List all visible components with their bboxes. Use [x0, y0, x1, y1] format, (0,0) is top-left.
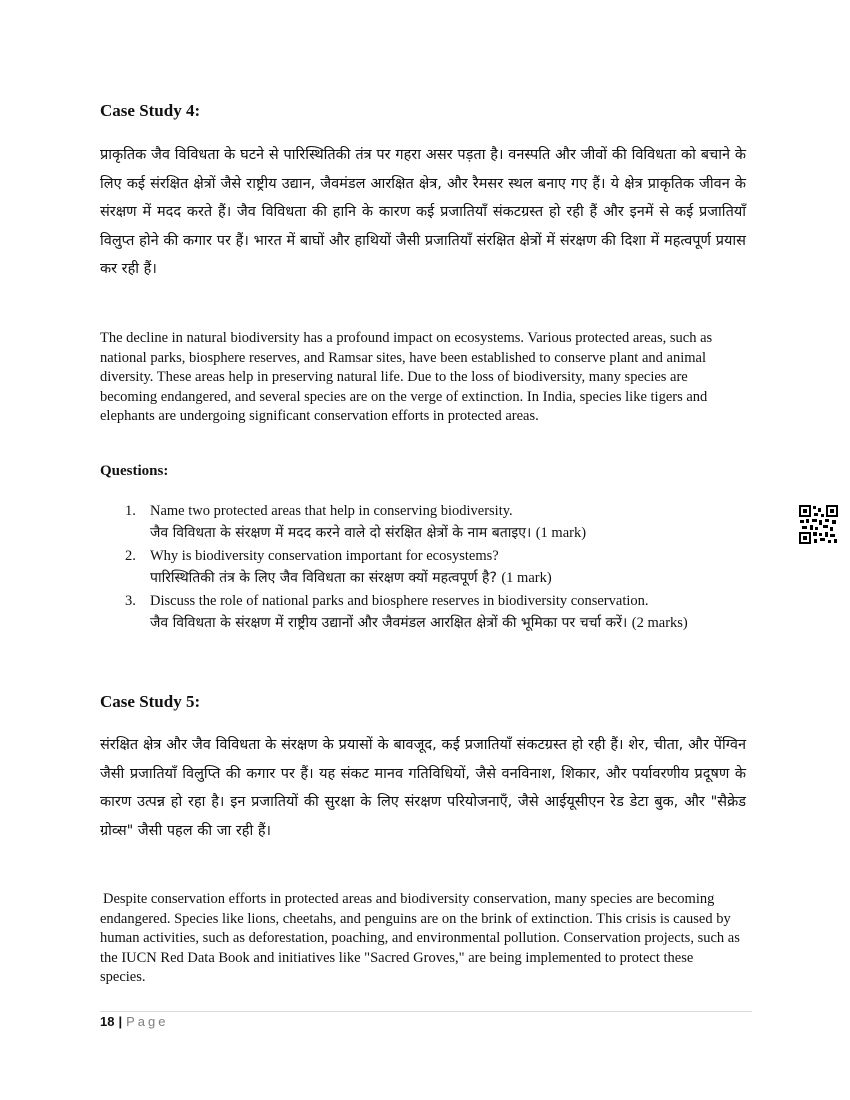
question-hindi: पारिस्थितिकी तंत्र के लिए जैव विविधता का संरक्षण क्यों महत्वपूर्ण है? — [150, 570, 497, 586]
case-study-4-hindi-text: प्राकृतिक जैव विविधता के घटने से पारिस्थितिकी तंत्र पर गहरा असर पड़ता है। वनस्पति और जीवों की विविधता को बचाने के लिए कई संरक्षित क्षेत्रों जैसे राष्ट्रीय उद्यान, जैवमंडल आरक्षित क्षेत्र, और रैमसर स्थल बनाए गए हैं। ये क्षेत्र प्राकृतिक जीवन के संरक्षण में मदद करते हैं। जैव विविधता की हानि के कारण कई प्रजातियाँ संकटग्रस्त हो रही हैं और इनमें से कई प्रजातियाँ विलुप्त होने की कगार पर हैं। भारत में बाघों और हाथियों जैसी प्रजातियाँ संरक्षित क्षेत्रों में संरक्षण की दिशा में महत्वपूर्ण प्रयास कर रही हैं। — [100, 147, 746, 277]
footer-divider — [100, 1011, 752, 1012]
page-number: 18 — [100, 1014, 115, 1029]
question-hindi-line — [150, 566, 765, 591]
question-item — [125, 501, 765, 546]
question-hindi: जैव विविधता के संरक्षण में राष्ट्रीय उद्यानों और जैवमंडल आरक्षित क्षेत्रों की भूमिका पर चर्चा करें। — [150, 615, 628, 631]
question-hindi-line — [150, 521, 765, 546]
question-english: Name two protected areas that help in conserving biodiversity. — [150, 503, 513, 519]
case-study-5-title: Case Study 5: — [100, 692, 201, 711]
page-label: Page — [126, 1014, 169, 1029]
questions-list — [125, 501, 765, 636]
footer-separator: | — [118, 1014, 123, 1029]
question-item — [125, 546, 765, 591]
case-study-5-hindi-text: संरक्षित क्षेत्र और जैव विविधता के संरक्षण के प्रयासों के बावजूद, कई प्रजातियाँ संकटग्रस्त हो रही हैं। शेर, चीता, और पेंग्विन जैसी प्रजातियाँ विलुप्ति की कगार पर हैं। यह संकट मानव गतिविधियों, जैसे वनविनाश, शिकार, और पर्यावरणीय प्रदूषण के कारण उत्पन्न हो रहा है। इन प्रजातियों की सुरक्षा के लिए संरक्षण परियोजनाएँ, जैसे आईयूसीएन रेड डेटा बुक, और "सैक्रेड ग्रोव्स" जैसी पहल की जा रही हैं। — [100, 737, 746, 839]
qr-code-icon[interactable] — [799, 505, 838, 544]
question-english: Discuss the role of national parks and biosphere reserves in biodiversity conservation. — [150, 593, 649, 609]
case-study-5-english-text: Despite conservation efforts in protected areas and biodiversity conservation, many species are becoming endangered. Species like lions, cheetahs, and penguins are on the brink of extinction. This crisis is caused by human activities, such as deforestation, poaching, and environmental pollution. Conservation projects, such as the IUCN Red Data Book and initiatives like "Sacred Groves," are being implemented to protect these species. — [100, 891, 740, 985]
question-hindi: जैव विविधता के संरक्षण में मदद करने वाले दो संरक्षित क्षेत्रों के नाम बताइए। — [150, 525, 532, 541]
case-study-4-title: Case Study 4: — [100, 101, 201, 120]
question-english: Why is biodiversity conservation important for ecosystems? — [150, 548, 499, 564]
page-footer — [100, 1014, 168, 1029]
question-number: 2. — [125, 548, 136, 564]
question-item — [125, 591, 765, 636]
question-number: 1. — [125, 503, 136, 519]
question-number: 3. — [125, 593, 136, 609]
case-study-4-english-text: The decline in natural biodiversity has a profound impact on ecosystems. Various protected areas, such as national parks, biosphere reserves, and Ramsar sites, have been established to conserve plant and animal diversity. These areas help in preserving natural life. Due to the loss of biodiversity, many species are becoming endangered, and several species are on the verge of extinction. In India, species like tigers and elephants are undergoing significant conservation efforts in protected areas. — [100, 330, 713, 424]
question-marks: (1 mark) — [501, 570, 552, 586]
questions-heading: Questions: — [100, 463, 169, 479]
question-hindi-line — [150, 611, 765, 636]
question-marks: (2 marks) — [631, 615, 688, 631]
question-marks: (1 mark) — [535, 525, 587, 541]
